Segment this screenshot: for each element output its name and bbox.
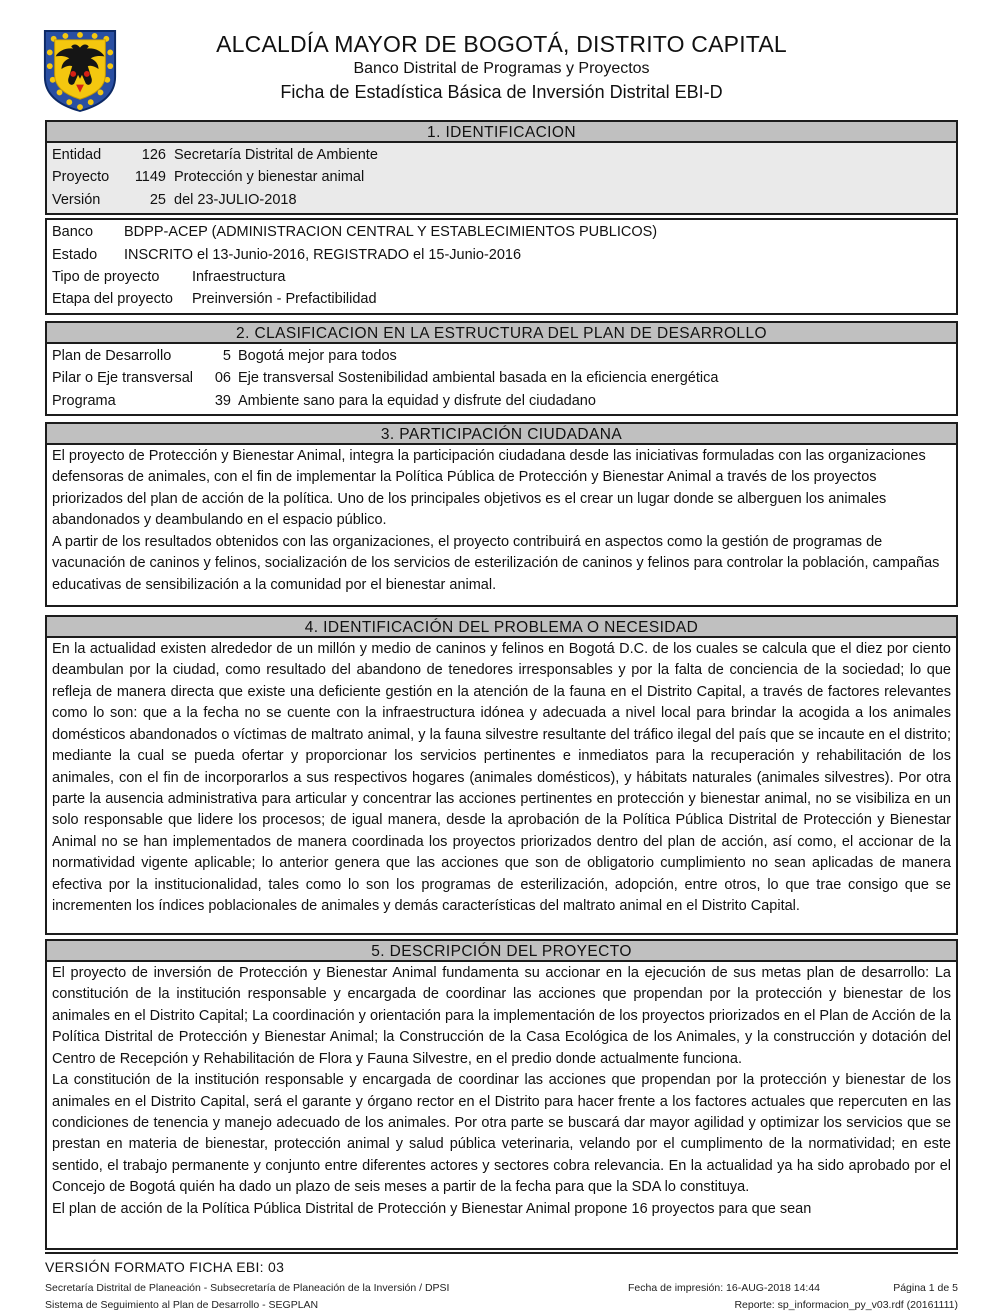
field-row-proyecto: [52, 166, 951, 188]
field-label: Tipo de proyecto: [52, 269, 160, 286]
project-description-text: [47, 962, 956, 1248]
field-value: Protección y bienestar animal: [174, 169, 365, 186]
field-row-version: [52, 189, 951, 211]
field-label: Entidad: [52, 147, 102, 163]
document-header: [45, 26, 958, 120]
field-label: Proyecto: [52, 169, 110, 186]
identification-fields: [47, 143, 956, 213]
footer-right: [628, 1280, 958, 1314]
field-value: del 23-JULIO-2018: [174, 191, 297, 208]
field-label: Estado: [52, 246, 98, 263]
field-label: Etapa del proyecto: [52, 291, 173, 308]
field-row-estado: [52, 244, 951, 266]
section-4-title: 4. IDENTIFICACIÓN DEL PROBLEMA O NECESIDAD: [47, 617, 956, 638]
field-code: 1149: [134, 169, 166, 186]
field-code: 39: [214, 392, 231, 409]
field-value: Secretaría Distrital de Ambiente: [174, 147, 378, 163]
field-value: Eje transversal Sostenibilidad ambiental basada en la eficiencia energética: [238, 370, 719, 387]
paragraph: El proyecto de inversión de Protección y Bienestar Animal fundamenta su accionar en la ejecución de sus metas plan de desarrollo: La constitución de la institución responsable y encargada de coordinar las acciones que propendan por la protección y bienestar de los animales en el Distrito Capital; La coordinación y orientación para la implementación de los proyectos priorizados en el Plan de Acción de la Política Distrital de Protección y Bienestar Animal; la Construcción de la Casa Ecológica de los Animales, y la construcción y dotación del Centro de Recepción y Rehabilitación de Flora y Fauna Silvestre, en el predio donde actualmente funciona.: [52, 965, 951, 1067]
section-3-title: 3. PARTICIPACIÓN CIUDADANA: [47, 424, 956, 445]
section-clasificacion: [45, 321, 958, 416]
paragraph: El plan de acción de la Política Pública Distrital de Protección y Bienestar Animal propone 16 proyectos para que sean: [52, 1200, 812, 1217]
field-code: 5: [222, 347, 231, 364]
document-titles: [45, 26, 958, 104]
section-identificacion-banco: [45, 218, 958, 315]
field-value: Bogotá mejor para todos: [238, 347, 397, 364]
footer-segplan-line: Sistema de Seguimiento al Plan de Desarrollo - SEGPLAN: [45, 1299, 319, 1312]
field-row-etapa-proyecto: [52, 288, 951, 310]
bogota-coat-of-arms-icon: [41, 28, 119, 114]
field-label: Plan de Desarrollo: [52, 347, 172, 364]
field-label: Banco: [52, 224, 94, 241]
footer-print-date: Fecha de impresión: 16-AUG-2018 14:44: [628, 1282, 821, 1295]
field-row-banco: [52, 221, 951, 243]
paragraph: La constitución de la institución responsable y encargada de coordinar las acciones que propendan por la protección y bienestar de los animales en el Distrito Capital, será el garante y órgano rector en el Distrito para hacer frente a los factores actuales que repercuten en las condiciones de tenencia y manejo adecuado de los animales. Por otra parte se buscará dar mayor agilidad y optimizar los servicios que se prestan en materia de bienestar, protección animal y salud pública veterinaria, velando por el cumplimento de la normatividad; en este sentido, el trabajo permanente y conjunto entre diferentes actores y sectores cobra relevancia. En la actualidad ya ha sido aprobado por el Concejo de Bogotá quién ha dado un plazo de seis meses a partir de la fecha para que la SDA lo constituya.: [52, 1072, 951, 1196]
section-descripcion-proyecto: [45, 939, 958, 1250]
footer-secretaria-line: Secretaría Distrital de Planeación - Subsecretaría de Planeación de la Inversión / DPSI: [45, 1282, 450, 1295]
footer-page-number: Página 1 de 5: [893, 1282, 958, 1295]
field-code: 25: [149, 191, 166, 208]
paragraph: El proyecto de Protección y Bienestar Animal, integra la participación ciudadana desde las iniciativas formuladas con las organizaciones defensoras de animales, con el fin de implementar la Política Pública de Protección y Bienestar Animal a través de los proyectos priorizados del plan de acción de la política. Uno de los principales objetivos es el crear un lugar donde se alberguen los animales abandonados y deambulando en el espacio público.: [52, 448, 926, 529]
field-value: INSCRITO el 13-Junio-2016, REGISTRADO el 15-Junio-2016: [124, 246, 522, 263]
field-label: Versión: [52, 191, 101, 208]
field-label: Pilar o Eje transversal: [52, 370, 194, 387]
bank-fields: [47, 220, 956, 313]
field-row-programa: [52, 390, 951, 412]
form-title: Ficha de Estadística Básica de Inversión Distrital EBI-D: [280, 82, 723, 102]
footer-format-version: VERSIÓN FORMATO FICHA EBI: 03: [45, 1259, 285, 1276]
field-value: Infraestructura: [192, 269, 286, 286]
field-row-plan-desarrollo: [52, 345, 951, 367]
field-label: Programa: [52, 392, 116, 409]
paragraph: En la actualidad existen alrededor de un millón y medio de caninos y felinos en Bogotá D.C. de los cuales se calcula que el diez por ciento deambulan por la ciudad, como resultado del abandono de tenedores irresponsables y por la falta de conciencia de la sociedad; lo que refleja de manera directa que existe una deficiente gestión en la atención de la fauna en el Distrito Capital, a través de factores relevantes como lo son: que a la fecha no se cuente con la infraestructura idónea y adecuada a nivel local para brindar la acogida a los animales domésticos abandonados o víctimas de maltrato animal, y la fauna silvestre resultante del tráfico ilegal del país que se incaute en el distrito; mediante la cual se pueda ofertar y proporcionar los servicios pertinentes e inmediatos para la recuperación y rehabilitación de los animales, con el fin de incorporarlos a sus respectivos hogares (animales domésticos), y hábitats naturales (animales silvestres). Por otra parte la ausencia administrativa para articular y concentrar las acciones pertinentes en protección y bienestar animal, no se visibiliza en un solo responsable que lidere los procesos; de igual manera, desde la aprobación de la Política Pública Distrital de Protección y Bienestar Animal no se han implementados de manera coordinada los proyectos priorizados dentro del plan de acción, así como, el accionar de la normatividad vigente aplicable; lo anterior genera que las acciones que son de obligatorio cumplimiento no sean aplicadas de manera efectiva por la institucionalidad, tales como lo son los programas de esterilización, adopción, entre otros, lo que trae consigo que se incrementen los índices poblacionales de animales y demás características del maltrato animal en el Distrito Capital.: [52, 641, 951, 914]
footer-divider: [45, 1252, 958, 1254]
classification-fields: [47, 344, 956, 414]
field-value: BDPP-ACEP (ADMINISTRACION CENTRAL Y ESTABLECIMIENTOS PUBLICOS): [124, 224, 658, 241]
field-code: 06: [214, 370, 231, 387]
footer-left: [45, 1280, 628, 1314]
footer: [45, 1280, 958, 1314]
field-code: 126: [141, 147, 166, 163]
section-1-title: 1. IDENTIFICACION: [47, 122, 956, 143]
footer-report-name: Reporte: sp_informacion_py_v03.rdf (20161111): [734, 1299, 958, 1312]
problem-description-text: [47, 638, 956, 933]
field-row-tipo-proyecto: [52, 266, 951, 288]
citizen-participation-text: [47, 445, 956, 605]
section-participacion-ciudadana: [45, 422, 958, 607]
field-value: Preinversión - Prefactibilidad: [192, 291, 377, 308]
org-title: ALCALDÍA MAYOR DE BOGOTÁ, DISTRITO CAPITAL: [216, 31, 787, 57]
section-problema-necesidad: [45, 615, 958, 935]
section-2-title: 2. CLASIFICACION EN LA ESTRUCTURA DEL PLAN DE DESARROLLO: [47, 323, 956, 344]
section-5-title: 5. DESCRIPCIÓN DEL PROYECTO: [47, 941, 956, 962]
paragraph: A partir de los resultados obtenidos con las organizaciones, el proyecto contribuirá en aspectos como la gestión de programas de vacunación de caninos y felinos, socialización de los servicios de esterilización de caninos y felinos para controlar la población, campañas educativas de sensibilización a la comunidad por el bienestar animal.: [52, 533, 940, 593]
field-row-entidad: [52, 144, 951, 166]
field-value: Ambiente sano para la equidad y disfrute del ciudadano: [238, 392, 596, 409]
field-row-pilar-eje: [52, 367, 951, 389]
bank-subtitle: Banco Distrital de Programas y Proyectos: [353, 60, 650, 77]
section-identificacion: [45, 120, 958, 215]
